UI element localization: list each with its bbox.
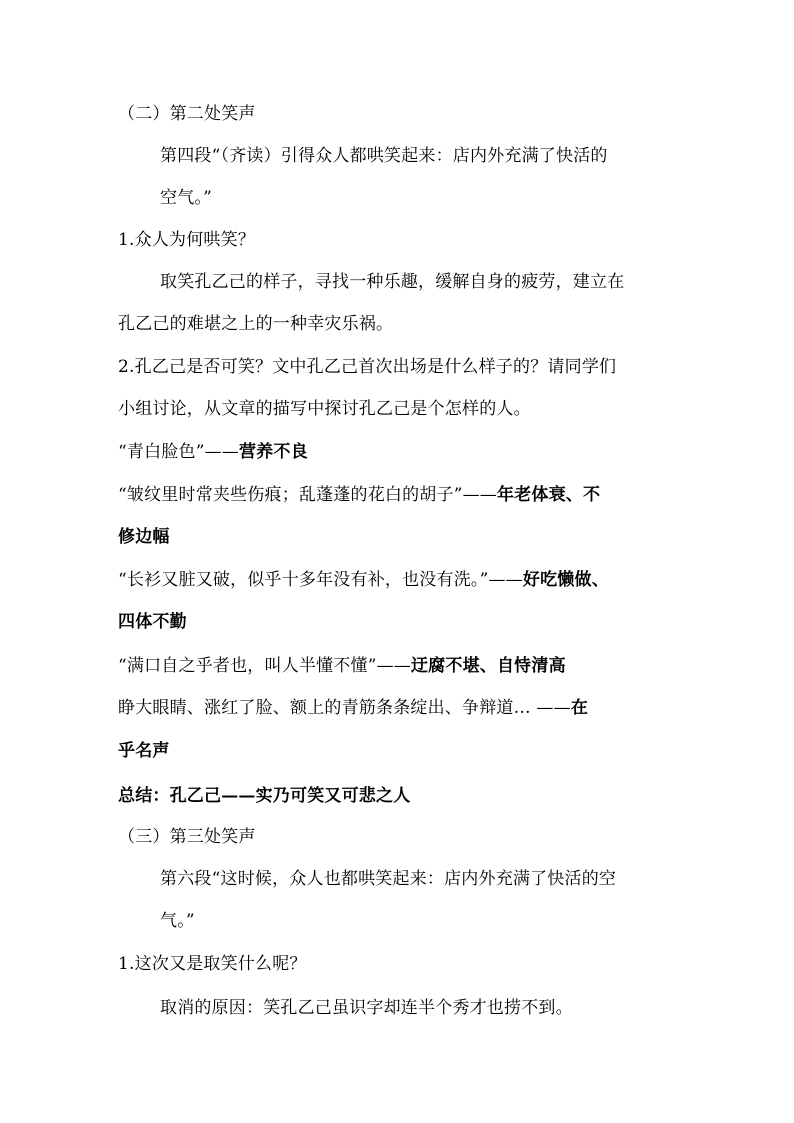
item-quote: “青白脸色”—— [118, 442, 239, 462]
summary: 总结：孔乙己——实乃可笑又可悲之人 [118, 786, 411, 806]
item-trait-continued: 四体不勤 [118, 612, 187, 632]
section2-question1: 1.众人为何哄笑？ [118, 230, 256, 250]
section3-question1: 1.这次又是取笑什么呢？ [118, 954, 307, 974]
section2-question2-line2: 小组讨论，从文章的描写中探讨孔乙己是个怎样的人。 [118, 399, 531, 419]
item-trait: 营养不良 [238, 442, 308, 462]
section3-heading: （三）第三处笑声 [118, 827, 256, 847]
item-trait: 在 [570, 698, 589, 718]
description-item [118, 697, 588, 719]
item-quote: “皱纹里时常夹些伤痕；乱蓬蓬的花白的胡子”—— [118, 485, 497, 505]
description-item [118, 569, 609, 591]
item-trait-continued: 乎名声 [118, 741, 170, 761]
section2-quote-line2: 空气。” [160, 188, 212, 208]
section2-question2-line1: 2.孔乙己是否可笑？文中孔乙己首次出场是什么样子的？请同学们 [118, 357, 617, 377]
item-quote: 睁大眼睛、涨红了脸、额上的青筋条条绽出、争辩道… —— [118, 698, 571, 718]
description-item [118, 655, 566, 677]
section3-quote-line2: 气。” [160, 911, 195, 931]
section2-heading: （二）第二处笑声 [118, 104, 256, 124]
item-quote: “满口自之乎者也，叫人半懂不懂”—— [118, 656, 411, 676]
item-trait: 迂腐不堪、自恃清高 [410, 656, 566, 676]
item-quote: “长衫又脏又破，似乎十多年没有补，也没有洗。”—— [118, 570, 523, 590]
item-trait-continued: 修边幅 [118, 527, 170, 547]
item-trait: 好吃懒做、 [522, 570, 609, 590]
section3-quote-line1: 第六段“这时候，众人也都哄笑起来：店内外充满了快活的空 [160, 869, 617, 889]
item-trait: 年老体衰、不 [496, 485, 601, 505]
section2-answer1-line2: 孔乙己的难堪之上的一种幸灾乐祸。 [118, 314, 394, 334]
section2-quote-line1: 第四段“（齐读）引得众人都哄笑起来：店内外充满了快活的 [160, 146, 608, 166]
section2-answer1-line1: 取笑孔乙己的样子，寻找一种乐趣，缓解自身的疲劳，建立在 [160, 272, 625, 292]
section3-answer1: 取消的原因：笑孔乙己虽识字却连半个秀才也捞不到。 [160, 998, 573, 1018]
description-item [118, 484, 600, 506]
description-item [118, 441, 308, 463]
